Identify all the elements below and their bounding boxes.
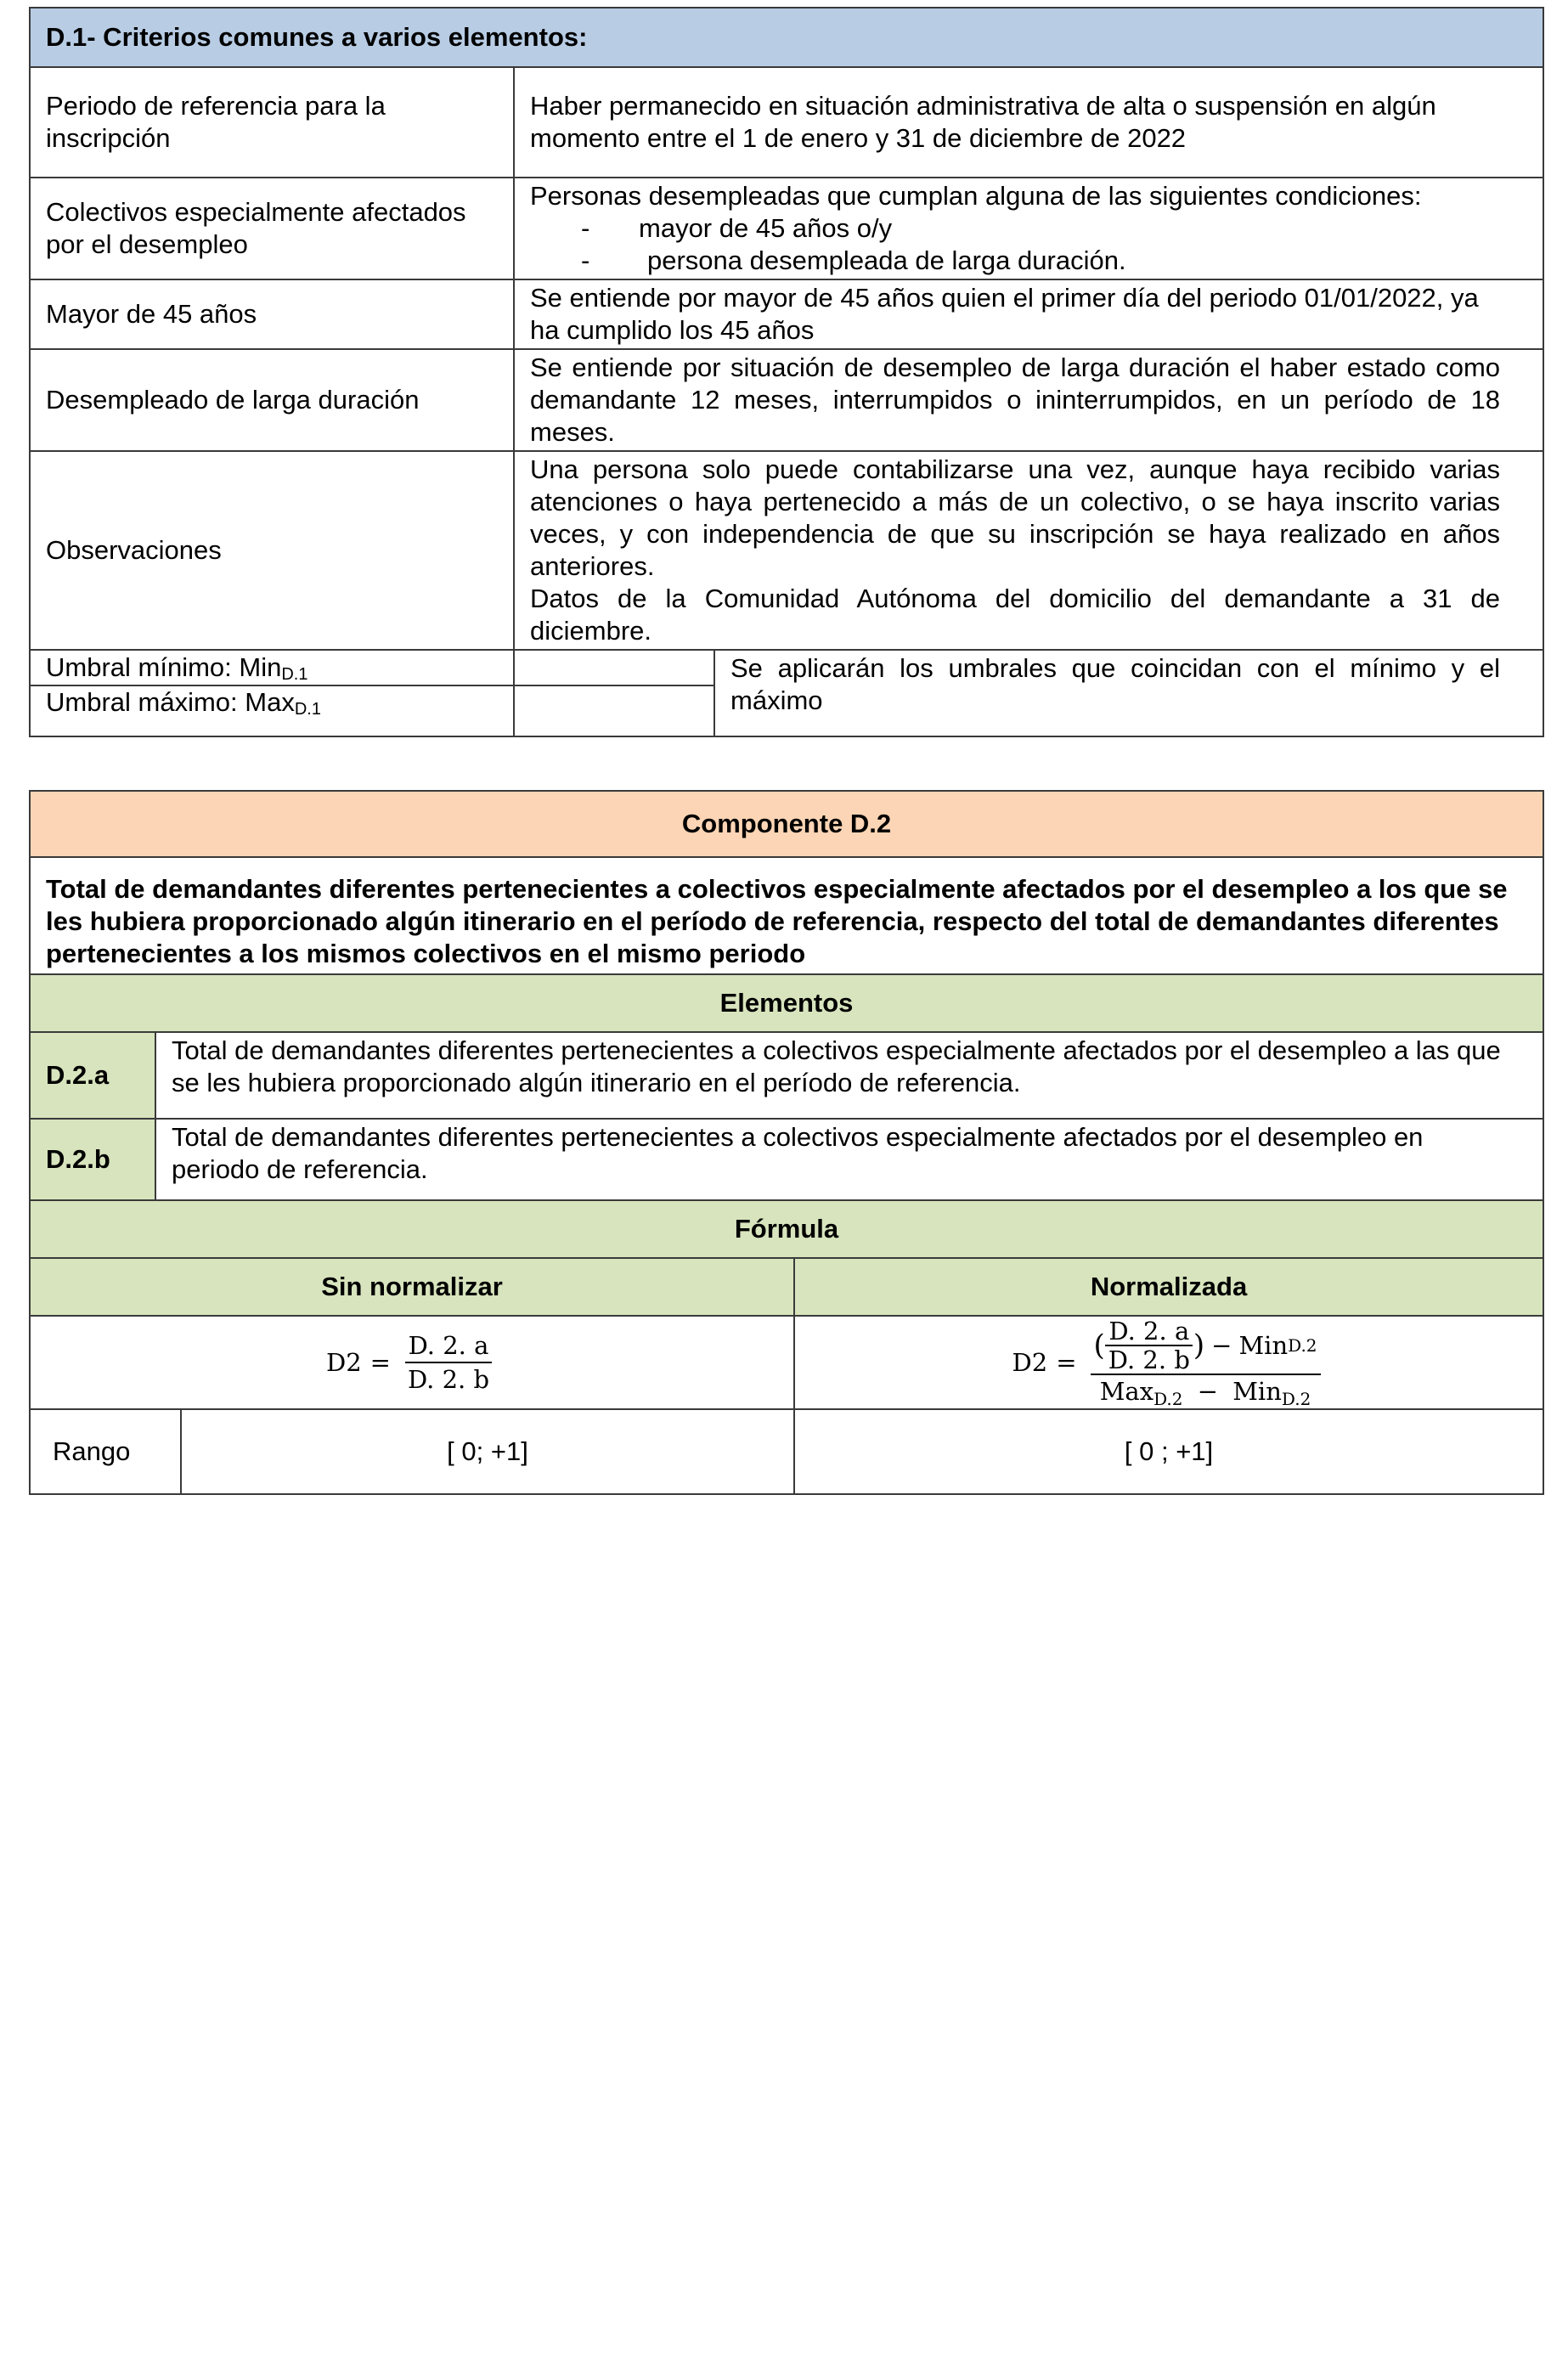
- threshold-note: Se aplicarán los umbrales que coincidan con el mínimo y el máximo: [714, 650, 1543, 736]
- row-label-collectives: Colectivos especialmente afectados por el desempleo: [30, 178, 514, 279]
- formula-eq: =: [1056, 1348, 1077, 1377]
- row-label-over-45: Mayor de 45 años: [30, 279, 514, 349]
- row-value-reference-period: Haber permanecido en situación administrativa de alta o suspensión en algún momento entre el 1 de enero y 31 de diciembre de 2022: [514, 67, 1543, 178]
- outer-numerator: ( $\frac{D. 2. a}{D. 2. b}$ ) − Min D.2: [1091, 1319, 1321, 1375]
- formula-eq: =: [369, 1348, 391, 1377]
- row-label-long-term-unemployed: Desempleado de larga duración: [30, 349, 514, 451]
- row-value-long-term-unemployed: Se entiende por situación de desempleo de larga duración el haber estado como demandante 12 meses, interrumpidos o ininterrumpidos, en un período de 18 meses.: [514, 349, 1543, 451]
- component-description: Total de demandantes diferentes pertenecientes a colectivos especialmente afectados por el desempleo a los que se les hubiera proporcionado algún itinerario en el período de referencia, respecto del total de demandantes diferentes pertenecientes a los mismos colectivos en el mismo periodo: [30, 857, 1543, 974]
- minus-sign: −: [1211, 1331, 1232, 1360]
- formula-lhs: D2: [1012, 1348, 1048, 1377]
- threshold-min-text: Umbral mínimo: Min: [46, 652, 282, 682]
- criteria-table-d1: [29, 7, 1544, 737]
- open-paren: (: [1093, 1328, 1105, 1362]
- row-value-over-45: Se entiende por mayor de 45 años quien el primer día del periodo 01/01/2022, ya ha cumplido los 45 años: [514, 279, 1543, 349]
- close-paren: ): [1193, 1328, 1205, 1362]
- list-item: - persona desempleada de larga duración.: [581, 245, 1500, 277]
- row-value-collectives: [514, 178, 1543, 279]
- formula-fraction: [404, 1331, 493, 1394]
- fraction-denominator: D. 2. b: [407, 1365, 490, 1394]
- min-term: Min: [1238, 1331, 1289, 1360]
- observations-text-1: Una persona solo puede contabilizarse una vez, aunque haya recibido varias atenciones o haya pertenecido a más de un colectivo, o se haya inscrito varias veces, y con independencia de que su inscripción se haya realizado en años anteriores.: [530, 454, 1501, 581]
- outer-denominator: [1097, 1375, 1315, 1409]
- range-label: Rango: [30, 1409, 181, 1494]
- threshold-min-label: [30, 650, 514, 685]
- inner-numerator: D. 2. a: [1105, 1319, 1193, 1346]
- formula-raw: [30, 1316, 794, 1409]
- col-header-normalized: Normalizada: [794, 1258, 1543, 1316]
- formula-header: Fórmula: [30, 1200, 1543, 1258]
- min-sub: D.2: [1281, 1389, 1311, 1409]
- element-code-d2a: D.2.a: [30, 1032, 155, 1119]
- component-table-d2: [29, 790, 1544, 1495]
- minus-sign: −: [1197, 1377, 1219, 1406]
- d1-title: D.1- Criterios comunes a varios elementos:: [30, 8, 1543, 67]
- min-term: Min: [1232, 1377, 1282, 1406]
- threshold-max-value: [514, 685, 714, 736]
- threshold-max-text: Umbral máximo: Max: [46, 687, 295, 717]
- inner-fraction: [1105, 1319, 1193, 1372]
- element-text-d2a: Total de demandantes diferentes pertenecientes a colectivos especialmente afectados por el desempleo a las que se les hubiera proporcionado algún itinerario en el período de referencia.: [155, 1032, 1543, 1119]
- element-text-d2b: Total de demandantes diferentes pertenecientes a colectivos especialmente afectados por el desempleo en periodo de referencia.: [155, 1119, 1543, 1200]
- formula-lhs: D2: [325, 1348, 362, 1377]
- elements-header: Elementos: [30, 974, 1543, 1032]
- row-label-reference-period: Periodo de referencia para la inscripción: [30, 67, 514, 178]
- formula-raw-expression: [326, 1331, 498, 1394]
- fraction-numerator: D. 2. a: [405, 1331, 493, 1363]
- inner-denominator: D. 2. b: [1108, 1345, 1190, 1374]
- threshold-min-sub: D.1: [281, 665, 308, 684]
- col-header-raw: Sin normalizar: [30, 1258, 794, 1316]
- formula-normalized: [794, 1316, 1543, 1409]
- collectives-intro: Personas desempleadas que cumplan alguna de las siguientes condiciones:: [530, 181, 1422, 211]
- list-item: - mayor de 45 años o/y: [581, 212, 1500, 245]
- range-raw: [ 0; +1]: [181, 1409, 794, 1494]
- threshold-max-label: [30, 685, 514, 736]
- range-normalized: [ 0 ; +1]: [794, 1409, 1543, 1494]
- row-label-observations: Observaciones: [30, 451, 514, 650]
- observations-text-2: Datos de la Comunidad Autónoma del domicilio del demandante a 31 de diciembre.: [530, 584, 1501, 646]
- formula-norm-expression: [1012, 1317, 1326, 1409]
- max-sub: D.2: [1153, 1389, 1183, 1409]
- formula-outer-fraction: [1091, 1317, 1321, 1409]
- row-value-observations: [514, 451, 1543, 650]
- element-code-d2b: D.2.b: [30, 1119, 155, 1200]
- component-title: Componente D.2: [30, 791, 1543, 857]
- threshold-min-value: [514, 650, 714, 685]
- collectives-list: [530, 212, 1500, 277]
- max-term: Max: [1099, 1377, 1154, 1406]
- threshold-max-sub: D.1: [294, 700, 321, 719]
